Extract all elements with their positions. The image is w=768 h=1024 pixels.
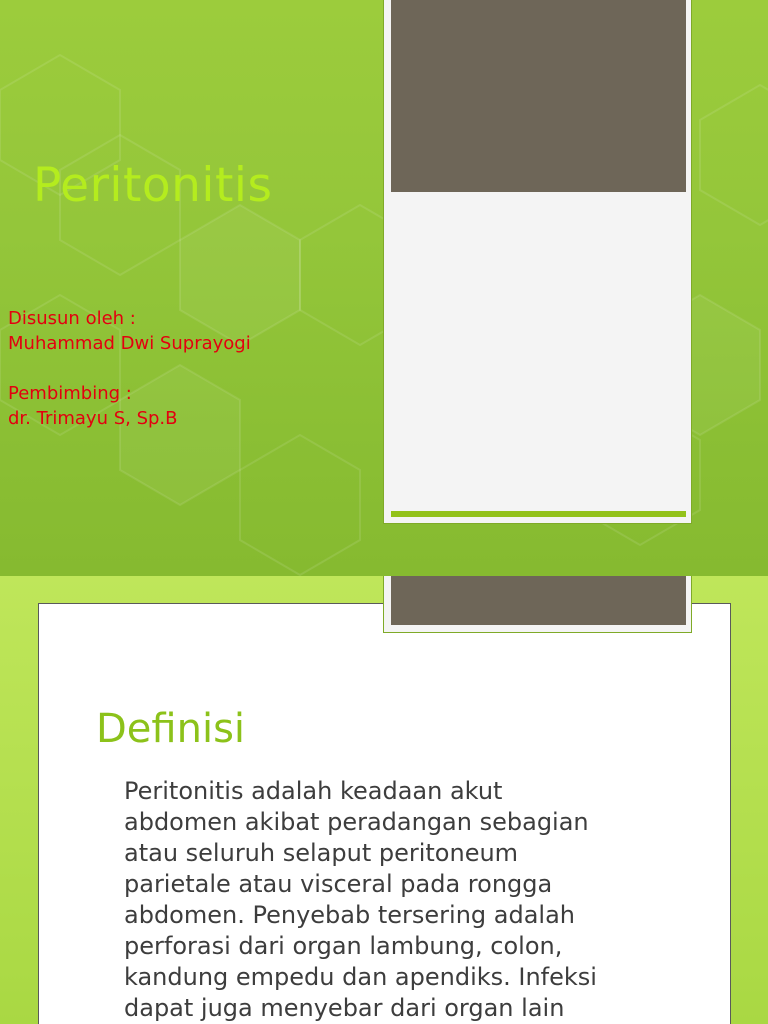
image-panel [383, 0, 692, 524]
advisor-name: dr. Trimayu S, Sp.B [8, 408, 178, 429]
author-name: Muhammad Dwi Suprayogi [8, 333, 251, 354]
photo-placeholder [391, 0, 686, 192]
text-line: abdomen akibat peradangan sebagian [124, 808, 589, 836]
slide-heading: Definisi [96, 706, 246, 752]
text-line: abdomen. Penyebab tersering adalah [124, 901, 575, 929]
authored-by-label: Disusun oleh : [8, 308, 136, 329]
advisor-label: Pembimbing : [8, 383, 132, 404]
presentation-title: Peritonitis [33, 158, 273, 213]
credits-block [8, 306, 251, 431]
definition-text [124, 776, 664, 1024]
text-line: parietale atau visceral pada rongga [124, 870, 553, 898]
definition-slide [0, 576, 768, 1024]
image-panel-tab [383, 576, 692, 633]
photo-placeholder-strip [391, 576, 686, 625]
text-line: kandung empedu dan apendiks. Infeksi [124, 963, 597, 991]
text-line: perforasi dari organ lambung, colon, [124, 932, 563, 960]
text-line: Peritonitis adalah keadaan akut [124, 777, 503, 805]
accent-bar [391, 511, 686, 517]
text-line: atau seluruh selaput peritoneum [124, 839, 519, 867]
text-line: dapat juga menyebar dari organ lain [124, 994, 565, 1022]
